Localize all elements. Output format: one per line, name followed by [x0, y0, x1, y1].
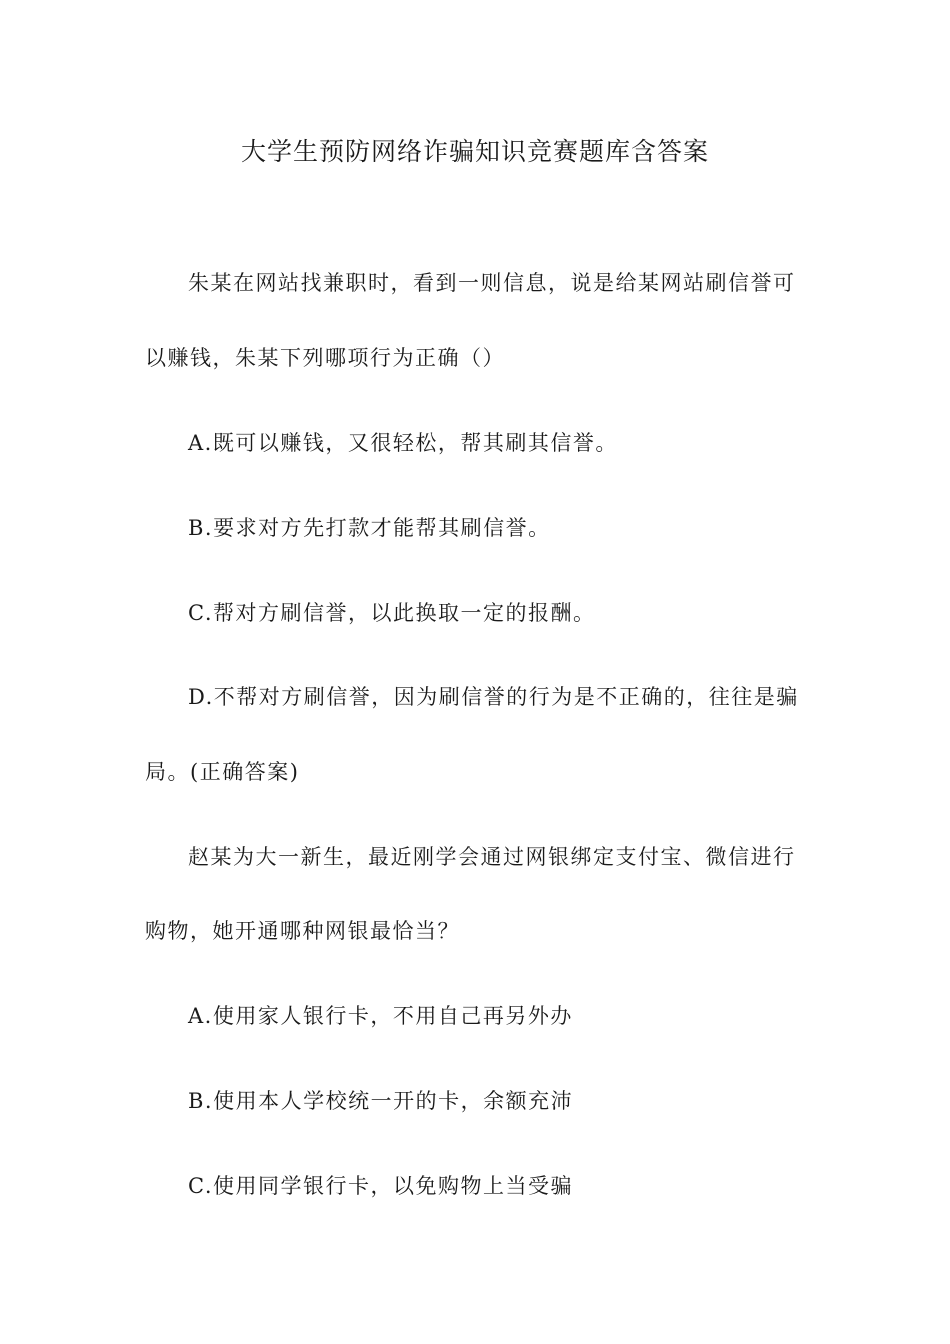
question-2-option-b: B.使用本人学校统一开的卡，余额充沛 — [188, 1089, 574, 1113]
question-1-option-c: C.帮对方刷信誉，以此换取一定的报酬。 — [188, 601, 596, 625]
page-title: 大学生预防网络诈骗知识竞赛题库含答案 — [240, 137, 709, 166]
question-1-option-a: A.既可以赚钱，又很轻松，帮其刷其信誉。 — [188, 431, 618, 455]
question-1-option-d-line-2: 局。(正确答案) — [145, 760, 300, 784]
question-1-stem-line-2: 以赚钱，朱某下列哪项行为正确（） — [145, 346, 505, 370]
question-2-stem-line-1: 赵某为大一新生，最近刚学会通过网银绑定支付宝、微信进行 — [188, 845, 796, 869]
question-1-stem-line-1: 朱某在网站找兼职时，看到一则信息，说是给某网站刷信誉可 — [188, 271, 796, 295]
question-2-stem-line-2: 购物，她开通哪种网银最恰当？ — [145, 919, 460, 943]
question-1-option-b: B.要求对方先打款才能帮其刷信誉。 — [188, 516, 551, 540]
question-2-option-a: A.使用家人银行卡，不用自己再另外办 — [188, 1004, 573, 1028]
question-1-option-d-line-1: D.不帮对方刷信誉，因为刷信誉的行为是不正确的，往往是骗 — [188, 685, 799, 709]
question-2-option-c: C.使用同学银行卡，以免购物上当受骗 — [188, 1174, 573, 1198]
